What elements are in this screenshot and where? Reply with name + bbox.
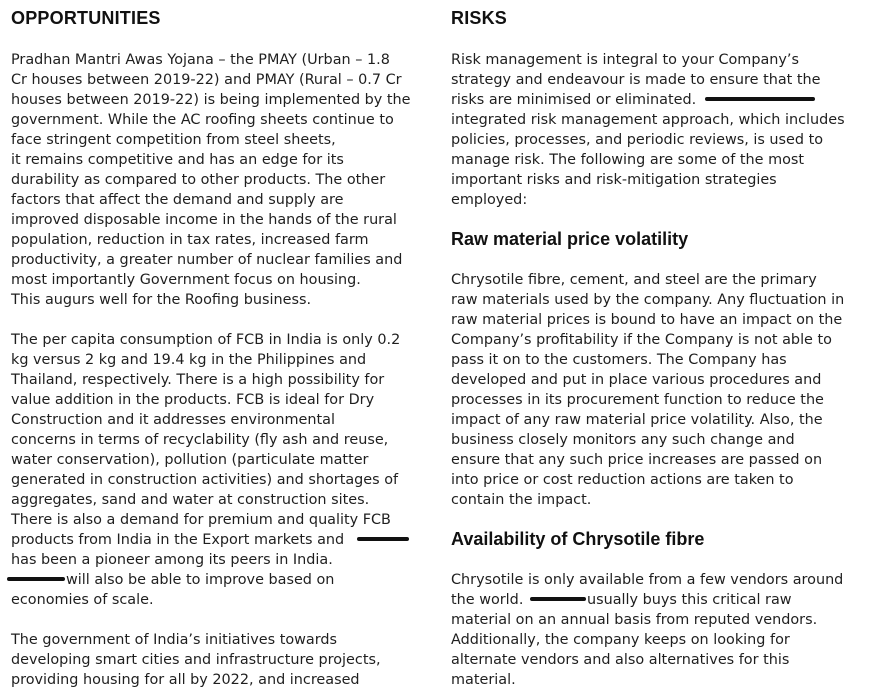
paragraph-line: economies of scale. [11,592,154,608]
redaction-bar [357,537,409,541]
risks-heading: RISKS [451,8,508,28]
redaction-bar [7,577,65,581]
paragraph-line: it remains competitive and has an edge for its [11,152,344,168]
paragraph-line: providing housing for all by 2022, and increased [11,672,360,688]
paragraph-line: population, reduction in tax rates, increased farm [11,232,369,248]
paragraph-line [11,530,409,550]
paragraph-line: raw materials used by the company. Any fluctuation in [451,292,845,308]
paragraph-line: Construction and it addresses environmental [11,412,335,428]
paragraph-line: ensure that any such price increases are passed on [451,452,823,468]
paragraph-line: Chrysotile fibre, cement, and steel are the primary [451,272,817,288]
paragraph-line: aggregates, sand and water at construction sites. [11,492,370,508]
paragraph-line: manage risk. The following are some of the most [451,152,805,168]
paragraph-line: Additionally, the company keeps on looking for [451,632,790,648]
paragraph-line: processes in its procurement function to reduce the [451,392,824,408]
paragraph-line [11,570,334,590]
paragraph-line: Risk management is integral to your Company’s [451,52,799,68]
paragraph-line: kg versus 2 kg and 19.4 kg in the Philippines and [11,352,367,368]
paragraph-line: most importantly Government focus on housing. [11,272,361,288]
paragraph-line: developing smart cities and infrastructure projects, [11,652,381,668]
paragraph-line: This augurs well for the Roofing business. [11,292,312,308]
paragraph-line: policies, processes, and periodic reviews, is used to [451,132,824,148]
subsection-heading: Raw material price volatility [451,229,689,249]
paragraph-line: material on an annual basis from reputed vendors. [451,612,818,628]
paragraph-text: will also be able to improve based on [66,572,335,588]
paragraph-text: usually buys this critical raw [586,592,792,608]
paragraph-line: There is also a demand for premium and quality FCB [11,512,391,528]
paragraph-line [451,590,792,610]
paragraph-line: contain the impact. [451,492,592,508]
paragraph-line: impact of any raw material price volatility. Also, the [451,412,823,428]
paragraph-line: Pradhan Mantri Awas Yojana – the PMAY (Urban – 1.8 [11,52,390,68]
paragraph-line: government. While the AC roofing sheets continue to [11,112,394,128]
paragraph-line: houses between 2019-22) is being implemented by the [11,92,411,108]
paragraph-line: Chrysotile is only available from a few vendors around [451,572,844,588]
paragraph-line: material. [451,672,516,688]
paragraph-line: concerns in terms of recyclability (fly ash and reuse, [11,432,389,448]
subsection-heading: Availability of Chrysotile fibre [451,529,705,549]
paragraph-line: alternate vendors and also alternatives for this [451,652,790,668]
paragraph-line: Thailand, respectively. There is a high possibility for [11,372,385,388]
paragraph-line: has been a pioneer among its peers in India. [11,552,333,568]
paragraph-line: raw material prices is bound to have an impact on the [451,312,843,328]
paragraph-line: value addition in the products. FCB is ideal for Dry [11,392,375,408]
paragraph-line: improved disposable income in the hands of the rural [11,212,397,228]
paragraph-line: employed: [451,192,528,208]
paragraph-line: integrated risk management approach, which includes [451,112,845,128]
paragraph-line: into price or cost reduction actions are taken to [451,472,794,488]
redaction-bar [705,97,815,101]
paragraph-text: risks are minimised or eliminated. [451,92,697,108]
paragraph-text: products from India in the Export markets and [11,532,345,548]
paragraph-line: factors that affect the demand and supply are [11,192,344,208]
paragraph-line: Cr houses between 2019-22) and PMAY (Rural – 0.7 Cr [11,72,402,88]
paragraph-line: pass it on to the customers. The Company has [451,352,787,368]
paragraph-line: important risks and risk-mitigation strategies [451,172,777,188]
paragraph-line [451,90,815,110]
paragraph-line: strategy and endeavour is made to ensure that the [451,72,821,88]
paragraph-line: water conservation), pollution (particulate matter [11,452,369,468]
opportunities-heading: OPPORTUNITIES [11,8,161,28]
paragraph-line: generated in construction activities) and shortages of [11,472,399,488]
paragraph-text: the world. [451,592,524,608]
paragraph-line: business closely monitors any such change and [451,432,795,448]
paragraph-line: The government of India’s initiatives towards [11,632,338,648]
paragraph-line: The per capita consumption of FCB in India is only 0.2 [11,332,401,348]
paragraph-line: face stringent competition from steel sheets, [11,132,336,148]
redaction-bar [530,597,586,601]
paragraph-line: durability as compared to other products. The other [11,172,386,188]
paragraph-line: developed and put in place various procedures and [451,372,822,388]
paragraph-line: productivity, a greater number of nuclear families and [11,252,403,268]
paragraph-line: Company’s profitability if the Company is not able to [451,332,832,348]
